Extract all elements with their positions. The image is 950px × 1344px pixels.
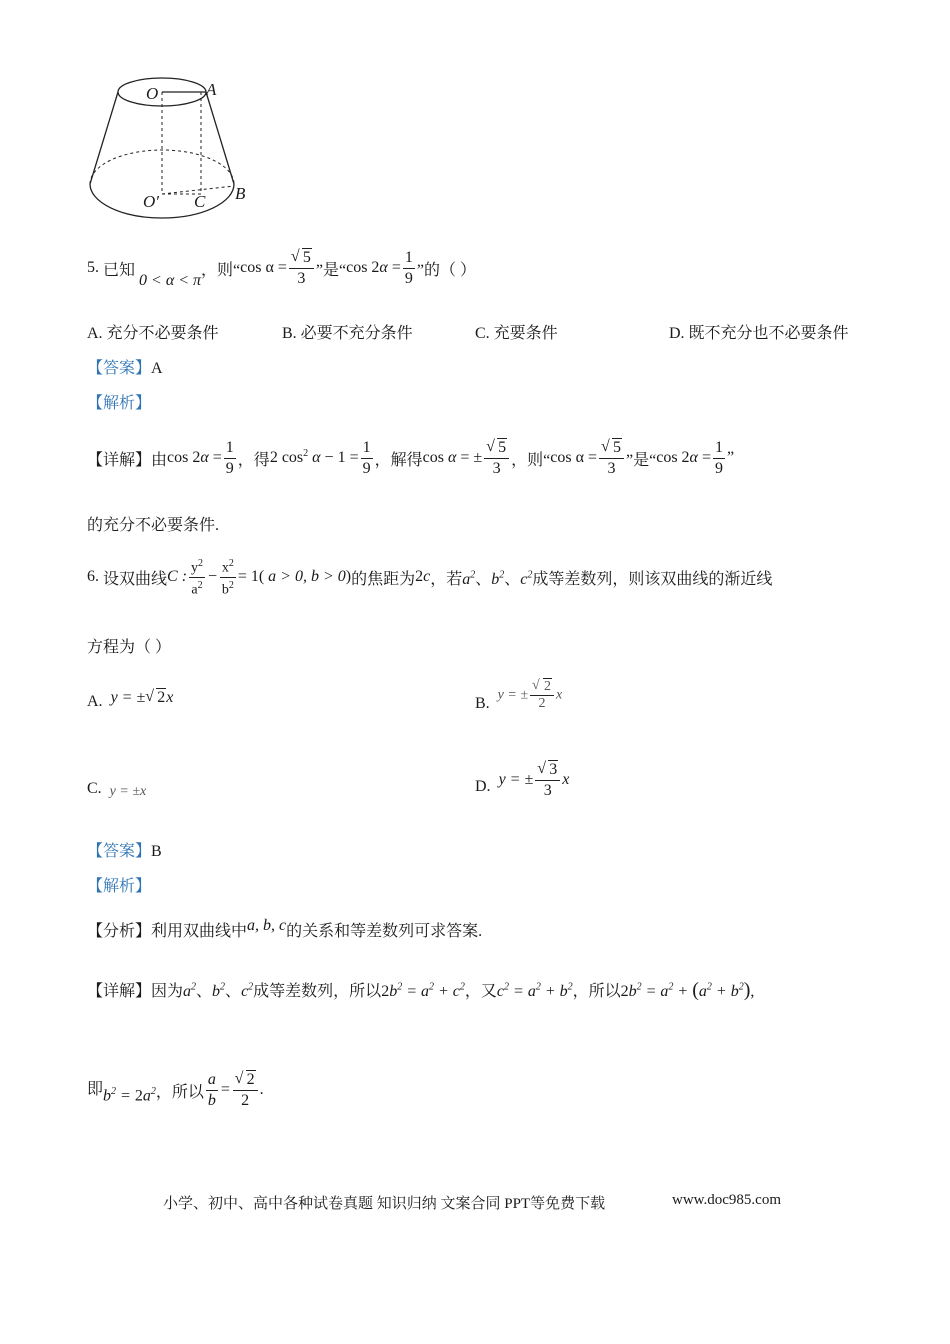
figure-label-O-prime: O′: [143, 192, 159, 211]
q6-option-b-expr: y = ± √ $\frac{2}{2}$ x: [498, 679, 563, 712]
q6-detail-text4: ，所以: [572, 983, 621, 1000]
q6-detail-eq4: $b^2 = 2a^2$: [103, 1086, 156, 1105]
q6-option-b-label: B.: [475, 695, 490, 712]
q5-detail: [87, 432, 734, 484]
q6-detail: [87, 978, 754, 1002]
q6-seq: 成等差数列，则该双曲线的渐近线: [532, 570, 773, 588]
q6-2c: 2c: [415, 568, 431, 585]
q6-answer-tag: 【答案】: [87, 843, 152, 860]
q6-number: 6.: [87, 568, 99, 585]
q6-detail-eq3: $2b^2 = a^2 + (a^2 + b^2)$,: [620, 979, 755, 1001]
q6-option-c-label: C.: [87, 780, 102, 797]
q5-detail-expr4: cos α = √ $\frac{5}{3}$: [550, 438, 626, 479]
q5-detail-close: ”: [726, 449, 735, 466]
q6-option-a-expr: y = ±√ 2x: [111, 689, 174, 707]
q6-fenxi-abc: a, b, c: [247, 917, 287, 934]
q5-detail-ze: ，则“: [511, 451, 551, 469]
figure-label-C: C: [194, 192, 206, 211]
q5-detail-line2: 的充分不必要条件.: [87, 517, 220, 534]
q5-is: ”是“: [315, 261, 347, 279]
q6-line2: 方程为（ ）: [87, 639, 172, 656]
q6-detail-tag: 【详解】: [87, 983, 152, 1000]
q6-option-d-label: D.: [475, 778, 491, 795]
q5-expr-cos-2alpha: cos 2α = $\frac{1}{9}$: [346, 248, 413, 287]
q5-answer: [87, 355, 163, 378]
q6-detail-text2: 成等差数列，所以: [253, 983, 382, 1000]
q5-option-d[interactable]: D. 既不充分也不必要条件: [669, 325, 849, 342]
q5-option-a[interactable]: A. 充分不必要条件: [87, 325, 219, 342]
q6-detail-suoyi: ，所以: [155, 1083, 204, 1101]
figure-label-B: B: [235, 184, 246, 203]
q5-option-b[interactable]: B. 必要不充分条件: [282, 325, 413, 342]
q6-fenxi-text1: 利用双曲线中: [151, 923, 248, 940]
q6-detail-eq5: $\frac{a}{b}$ = √ $\frac{2}{2}$ .: [204, 1070, 264, 1111]
q6-seq-terms: $a^2$、$b^2$、$c^2$: [462, 569, 533, 588]
q6-fenxi: [87, 918, 482, 941]
q6-option-d-expr: y = ± √ $\frac{3}{3}$ x: [499, 760, 570, 801]
q6-option-b[interactable]: [475, 664, 562, 726]
q6-option-c-expr: y = ±x: [109, 784, 147, 799]
q6-fenxi-text2: 的关系和等差数列可求答案.: [286, 923, 483, 940]
q5-detail-tag: 【详解】: [87, 451, 152, 469]
q5-detail-expr2: 2 $\cos^2 \alpha - 1$ = $\frac{1}{9}$: [269, 438, 371, 477]
q6-detail-text3: ，又: [464, 983, 497, 1000]
q5-detail-expr5: cos 2α = $\frac{1}{9}$: [656, 438, 723, 477]
q6-focal: 的焦距为: [351, 570, 416, 588]
q6-detail-ji: 即: [87, 1080, 104, 1098]
q6-option-c[interactable]: [87, 774, 146, 804]
q5-detail-expr3: cos α = ± √ $\frac{5}{3}$: [423, 438, 512, 479]
q5-detail-shi: ”是“: [626, 451, 657, 469]
q5-condition: 0 < α < π: [139, 272, 202, 289]
q5-answer-value: A: [151, 360, 163, 377]
q5-option-c[interactable]: C. 充要条件: [475, 325, 558, 342]
frustum-figure: [80, 70, 260, 230]
q6-option-a-label: A.: [87, 693, 103, 710]
q6-detail-eq2: $c^2 = a^2 + b^2$: [496, 981, 573, 1000]
q5-end: ”的（ ）: [416, 261, 476, 279]
q6-detail-terms: $a^2$、$b^2$、$c^2$: [183, 981, 254, 1000]
q5-expr-cos-alpha: cos α = √ $\frac{5}{3}$: [240, 248, 316, 289]
q6-fenxi-tag: 【分析】: [87, 923, 152, 940]
q6-detail-line2: [87, 1064, 264, 1116]
q5-detail-de: ，得: [237, 451, 270, 469]
footer-text: 小学、初中、高中各种试卷真题 知识归纳 文案合同 PPT等免费下载: [163, 1196, 606, 1212]
q6-ruo: ，若: [430, 570, 463, 588]
q6-option-a[interactable]: [87, 680, 173, 724]
q6-intro: 设双曲线: [103, 570, 168, 588]
q6-option-d[interactable]: [475, 752, 569, 808]
q5-detail-jiede: ，解得: [374, 451, 423, 469]
q5-intro: 已知: [103, 261, 136, 279]
q6-analysis-tag: 【解析】: [87, 878, 152, 895]
q5-detail-you: 由: [151, 451, 168, 469]
q5-analysis-tag: 【解析】: [87, 395, 152, 412]
q5-then: ，则“: [201, 261, 241, 279]
q5-stem: [87, 240, 476, 296]
q6-detail-text1: 因为: [151, 983, 184, 1000]
q5-detail-expr1: cos 2α = $\frac{1}{9}$: [167, 438, 234, 477]
q5-number: 5.: [87, 259, 99, 276]
figure-label-A: A: [206, 80, 217, 99]
figure-label-O: O: [146, 84, 159, 103]
footer-site-link[interactable]: www.doc985.com: [672, 1192, 782, 1208]
q6-answer: [87, 838, 162, 861]
q5-answer-tag: 【答案】: [87, 360, 152, 377]
q6-curve-eq: C : $\frac{y^2}{a^2}$ − $\frac{x^2}{b^2}$ = 1( a > 0, b > 0): [167, 557, 352, 598]
q6-detail-eq1: $2b^2 = a^2 + c^2$: [381, 981, 465, 1000]
q6-answer-value: B: [151, 843, 162, 860]
q6-stem: [87, 550, 772, 604]
